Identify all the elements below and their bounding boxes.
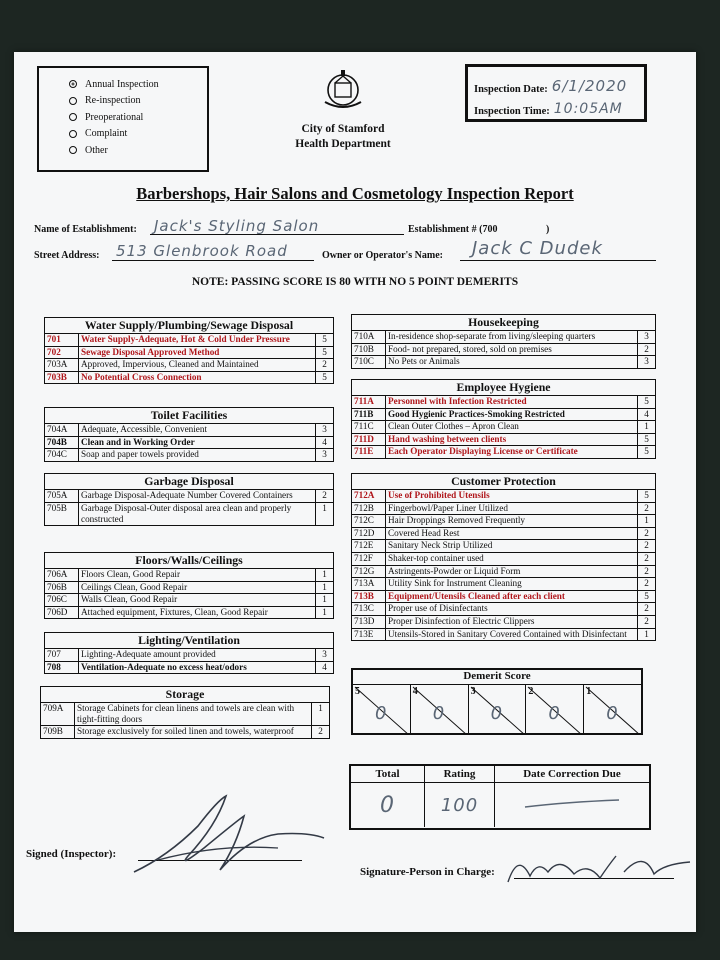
item-code: 711B — [352, 408, 386, 421]
demerit-cell — [353, 685, 411, 735]
department-heading — [276, 122, 410, 152]
report-title: Barbershops, Hair Salons and Cosmetology Inspection Report — [136, 184, 574, 203]
demerit-cell — [584, 685, 641, 735]
total-label: Total — [351, 766, 425, 782]
item-pts: 3 — [316, 424, 334, 437]
item-pts: 1 — [638, 628, 656, 641]
demerit-score-title: Demerit Score — [353, 670, 641, 685]
item-pts: 2 — [638, 552, 656, 565]
radio-circle-icon[interactable] — [69, 113, 77, 121]
item-pts: 3 — [638, 356, 656, 369]
item-text: Food- not prepared, stored, sold on premises — [386, 343, 638, 356]
item-code: 701 — [45, 334, 79, 347]
item-text: No Pets or Animals — [386, 356, 638, 369]
section-title: Toilet Facilities — [45, 408, 334, 424]
table-row — [45, 436, 334, 449]
section-table — [44, 407, 334, 462]
item-text: Hair Droppings Removed Frequently — [386, 515, 638, 528]
totals-box — [349, 764, 651, 830]
person-in-charge-label: Signature-Person in Charge: — [360, 866, 495, 878]
item-pts: 5 — [316, 334, 334, 347]
table-row — [352, 603, 656, 616]
owner-line — [460, 260, 656, 261]
demerit-value: 0 — [548, 703, 561, 724]
inspection-time-label: Inspection Time: — [474, 106, 550, 117]
table-row — [352, 331, 656, 344]
item-text: In-residence shop-separate from living/sleeping quarters — [386, 331, 638, 344]
item-code: 713C — [352, 603, 386, 616]
table-row — [45, 346, 334, 359]
demerit-score-box — [351, 668, 643, 735]
item-code: 713B — [352, 590, 386, 603]
table-row — [352, 343, 656, 356]
table-row — [45, 649, 334, 662]
item-pts: 1 — [316, 581, 334, 594]
table-row — [352, 540, 656, 553]
establishment-number-close: ) — [546, 224, 550, 235]
inspection-type-label: Complaint — [85, 128, 128, 140]
item-pts: 3 — [316, 649, 334, 662]
item-code: 713E — [352, 628, 386, 641]
table-row — [352, 590, 656, 603]
inspection-date-value: 6/1/2020 — [551, 77, 628, 95]
item-pts: 3 — [316, 449, 334, 462]
inspection-type-option[interactable] — [69, 142, 207, 159]
item-text: Equipment/Utensils Cleaned after each client — [386, 590, 638, 603]
table-row — [352, 396, 656, 409]
item-pts: 2 — [638, 603, 656, 616]
demerit-level: 3 — [470, 686, 476, 697]
table-row — [45, 371, 334, 384]
section-title: Water Supply/Plumbing/Sewage Disposal — [45, 318, 334, 334]
item-text: Approved, Impervious, Cleaned and Maintained — [79, 359, 316, 372]
date-correction-dash — [517, 795, 627, 815]
item-pts: 2 — [638, 565, 656, 578]
table-row — [45, 569, 334, 582]
item-pts: 2 — [316, 359, 334, 372]
establishment-name-row — [34, 218, 674, 238]
table-row — [45, 581, 334, 594]
demerit-cell — [526, 685, 584, 735]
item-pts: 5 — [638, 396, 656, 409]
item-code: 709B — [41, 726, 75, 739]
inspection-type-label: Annual Inspection — [85, 78, 159, 90]
demerit-level: 5 — [355, 686, 360, 697]
section-title: Housekeeping — [352, 315, 656, 331]
department-name: Health Department — [295, 138, 391, 150]
item-pts: 1 — [638, 421, 656, 434]
section-table — [44, 552, 334, 619]
item-text: No Potential Cross Connection — [79, 371, 316, 384]
inspection-form — [14, 52, 696, 932]
section-table — [351, 473, 656, 641]
table-row — [352, 356, 656, 369]
demerit-cell — [411, 685, 469, 735]
item-code: 704B — [45, 436, 79, 449]
item-code: 713A — [352, 578, 386, 591]
item-code: 712G — [352, 565, 386, 578]
establishment-name-value: Jack's Styling Salon — [154, 217, 320, 235]
inspection-type-option[interactable] — [69, 109, 207, 126]
item-code: 710B — [352, 343, 386, 356]
item-text: Clean and in Working Order — [79, 436, 316, 449]
item-code: 712A — [352, 490, 386, 503]
table-row — [352, 615, 656, 628]
item-text: Utensils-Stored in Sanitary Covered Contained with Disinfectant — [386, 628, 638, 641]
item-code: 712E — [352, 540, 386, 553]
radio-circle-icon[interactable] — [69, 146, 77, 154]
item-pts: 5 — [638, 433, 656, 446]
section-table — [44, 473, 334, 526]
table-row — [45, 424, 334, 437]
owner-label: Owner or Operator's Name: — [322, 250, 443, 261]
demerit-value: 0 — [490, 703, 504, 724]
table-row — [45, 449, 334, 462]
item-text: Hand washing between clients — [386, 433, 638, 446]
item-code: 706C — [45, 594, 79, 607]
item-code: 705B — [45, 502, 79, 525]
table-row — [352, 527, 656, 540]
item-code: 709A — [41, 703, 75, 726]
item-text: Storage exclusively for soiled linen and towels, waterproof — [75, 726, 312, 739]
section-title: Lighting/Ventilation — [45, 633, 334, 649]
table-row — [352, 446, 656, 459]
inspection-datetime-box — [465, 64, 647, 122]
item-text: Clean Outer Clothes – Apron Clean — [386, 421, 638, 434]
rating-value: 100 — [440, 794, 479, 816]
section-title: Storage — [41, 687, 330, 703]
table-row — [352, 421, 656, 434]
item-text: Water Supply-Adequate, Hot & Cold Under Pressure — [79, 334, 316, 347]
item-text: Astringents-Powder or Liquid Form — [386, 565, 638, 578]
item-pts: 5 — [638, 446, 656, 459]
city-seal-icon — [319, 64, 367, 114]
item-code: 713D — [352, 615, 386, 628]
item-code: 712F — [352, 552, 386, 565]
item-code: 712C — [352, 515, 386, 528]
item-text: Soap and paper towels provided — [79, 449, 316, 462]
item-text: Shaker-top container used — [386, 552, 638, 565]
item-pts: 2 — [638, 527, 656, 540]
section-title: Customer Protection — [352, 474, 656, 490]
inspection-date-label: Inspection Date: — [474, 84, 548, 95]
item-text: Use of Prohibited Utensils — [386, 490, 638, 503]
table-row — [352, 515, 656, 528]
item-code: 704A — [45, 424, 79, 437]
item-text: Garbage Disposal-Adequate Number Covered Containers — [79, 490, 316, 503]
inspection-type-label: Preoperational — [85, 111, 144, 123]
item-code: 702 — [45, 346, 79, 359]
item-code: 708 — [45, 661, 79, 674]
address-row — [34, 238, 674, 264]
item-pts: 5 — [316, 371, 334, 384]
table-row — [352, 433, 656, 446]
item-code: 706D — [45, 606, 79, 619]
item-code: 707 — [45, 649, 79, 662]
table-row — [352, 565, 656, 578]
item-pts: 1 — [638, 515, 656, 528]
demerit-value: 0 — [606, 703, 619, 724]
table-row — [352, 490, 656, 503]
item-pts: 4 — [316, 661, 334, 674]
item-pts: 3 — [638, 331, 656, 344]
item-text: Good Hygienic Practices-Smoking Restricted — [386, 408, 638, 421]
item-code: 712B — [352, 502, 386, 515]
inspector-signature-label: Signed (Inspector): — [26, 848, 117, 860]
inspection-type-label: Other — [85, 144, 108, 156]
item-pts: 5 — [638, 490, 656, 503]
table-row — [45, 606, 334, 619]
demerit-value: 0 — [375, 703, 388, 724]
item-code: 706B — [45, 581, 79, 594]
table-row — [352, 552, 656, 565]
radio-circle-icon[interactable] — [69, 130, 77, 138]
inspection-type-option[interactable] — [69, 76, 207, 93]
item-text: Garbage Disposal-Outer disposal area clean and properly constructed — [79, 502, 316, 525]
item-pts: 4 — [316, 436, 334, 449]
table-row — [45, 502, 334, 525]
demerit-level: 2 — [528, 686, 534, 697]
inspector-signature — [128, 786, 328, 882]
section-table — [40, 686, 330, 739]
item-text: Sanitary Neck Strip Utilized — [386, 540, 638, 553]
item-pts: 2 — [638, 502, 656, 515]
item-pts: 5 — [638, 590, 656, 603]
item-pts: 1 — [316, 569, 334, 582]
item-text: Utility Sink for Instrument Cleaning — [386, 578, 638, 591]
item-text: Floors Clean, Good Repair — [79, 569, 316, 582]
table-row — [41, 703, 330, 726]
inspection-type-list — [69, 76, 207, 159]
demerit-value: 0 — [432, 703, 446, 724]
item-code: 710A — [352, 331, 386, 344]
item-code: 704C — [45, 449, 79, 462]
item-text: Storage Cabinets for clean linens and towels are clean with tight-fitting doors — [75, 703, 312, 726]
item-text: Ceilings Clean, Good Repair — [79, 581, 316, 594]
passing-score-note: NOTE: PASSING SCORE IS 80 WITH NO 5 POINT DEMERITS — [191, 276, 519, 288]
item-text: Walls Clean, Good Repair — [79, 594, 316, 607]
radio-circle-icon[interactable] — [69, 80, 77, 88]
inspection-type-option[interactable] — [69, 126, 207, 143]
item-text: Sewage Disposal Approved Method — [79, 346, 316, 359]
item-pts: 1 — [316, 502, 334, 525]
section-table — [351, 314, 656, 369]
person-in-charge-signature — [504, 842, 694, 892]
item-code: 711C — [352, 421, 386, 434]
inspection-time-value: 10:05AM — [553, 101, 623, 117]
item-code: 703A — [45, 359, 79, 372]
item-text: Attached equipment, Fixtures, Clean, Good Repair — [79, 606, 316, 619]
inspection-type-label: Re-inspection — [85, 95, 141, 107]
table-row — [45, 661, 334, 674]
demerit-level: 1 — [586, 686, 592, 697]
establishment-number-label: Establishment # (700 — [408, 224, 498, 235]
item-pts: 2 — [316, 490, 334, 503]
item-pts: 1 — [316, 606, 334, 619]
total-value: 0 — [380, 792, 395, 818]
item-code: 711D — [352, 433, 386, 446]
item-code: 703B — [45, 371, 79, 384]
table-row — [45, 334, 334, 347]
item-code: 712D — [352, 527, 386, 540]
item-code: 711E — [352, 446, 386, 459]
item-pts: 2 — [638, 540, 656, 553]
establishment-name-label: Name of Establishment: — [34, 224, 137, 235]
section-title: Garbage Disposal — [45, 474, 334, 490]
item-code: 706A — [45, 569, 79, 582]
item-pts: 5 — [316, 346, 334, 359]
owner-value: Jack C Dudek — [472, 238, 603, 259]
date-correction-label: Date Correction Due — [523, 768, 621, 780]
demerit-level: 4 — [412, 686, 418, 697]
section-table — [44, 632, 334, 674]
section-table — [351, 379, 656, 459]
demerit-cell — [469, 685, 527, 735]
table-row — [41, 726, 330, 739]
section-title: Floors/Walls/Ceilings — [45, 553, 334, 569]
table-row — [352, 628, 656, 641]
item-pts: 2 — [638, 343, 656, 356]
item-pts: 2 — [638, 615, 656, 628]
item-text: Personnel with Infection Restricted — [386, 396, 638, 409]
section-title: Employee Hygiene — [352, 380, 656, 396]
table-row — [352, 408, 656, 421]
item-pts: 1 — [312, 703, 330, 726]
inspection-type-option[interactable] — [69, 93, 207, 110]
item-code: 710C — [352, 356, 386, 369]
table-row — [352, 502, 656, 515]
street-address-label: Street Address: — [34, 250, 100, 261]
street-address-value: 513 Glenbrook Road — [116, 242, 288, 260]
radio-circle-icon[interactable] — [69, 97, 77, 105]
section-table — [44, 317, 334, 384]
inspection-type-box — [37, 66, 209, 172]
item-text: Each Operator Displaying License or Certificate — [386, 446, 638, 459]
item-text: Ventilation-Adequate no excess heat/odors — [79, 661, 316, 674]
rating-label: Rating — [425, 766, 495, 782]
item-text: Fingerbowl/Paper Liner Utilized — [386, 502, 638, 515]
table-row — [45, 490, 334, 503]
item-code: 711A — [352, 396, 386, 409]
item-code: 705A — [45, 490, 79, 503]
city-name: City of Stamford — [301, 123, 385, 135]
street-address-line — [112, 260, 314, 261]
item-text: Covered Head Rest — [386, 527, 638, 540]
item-pts: 2 — [312, 726, 330, 739]
item-pts: 2 — [638, 578, 656, 591]
item-pts: 4 — [638, 408, 656, 421]
item-text: Proper Disinfection of Electric Clippers — [386, 615, 638, 628]
table-row — [45, 594, 334, 607]
item-text: Lighting-Adequate amount provided — [79, 649, 316, 662]
table-row — [352, 578, 656, 591]
item-text: Proper use of Disinfectants — [386, 603, 638, 616]
item-text: Adequate, Accessible, Convenient — [79, 424, 316, 437]
item-pts: 1 — [316, 594, 334, 607]
table-row — [45, 359, 334, 372]
